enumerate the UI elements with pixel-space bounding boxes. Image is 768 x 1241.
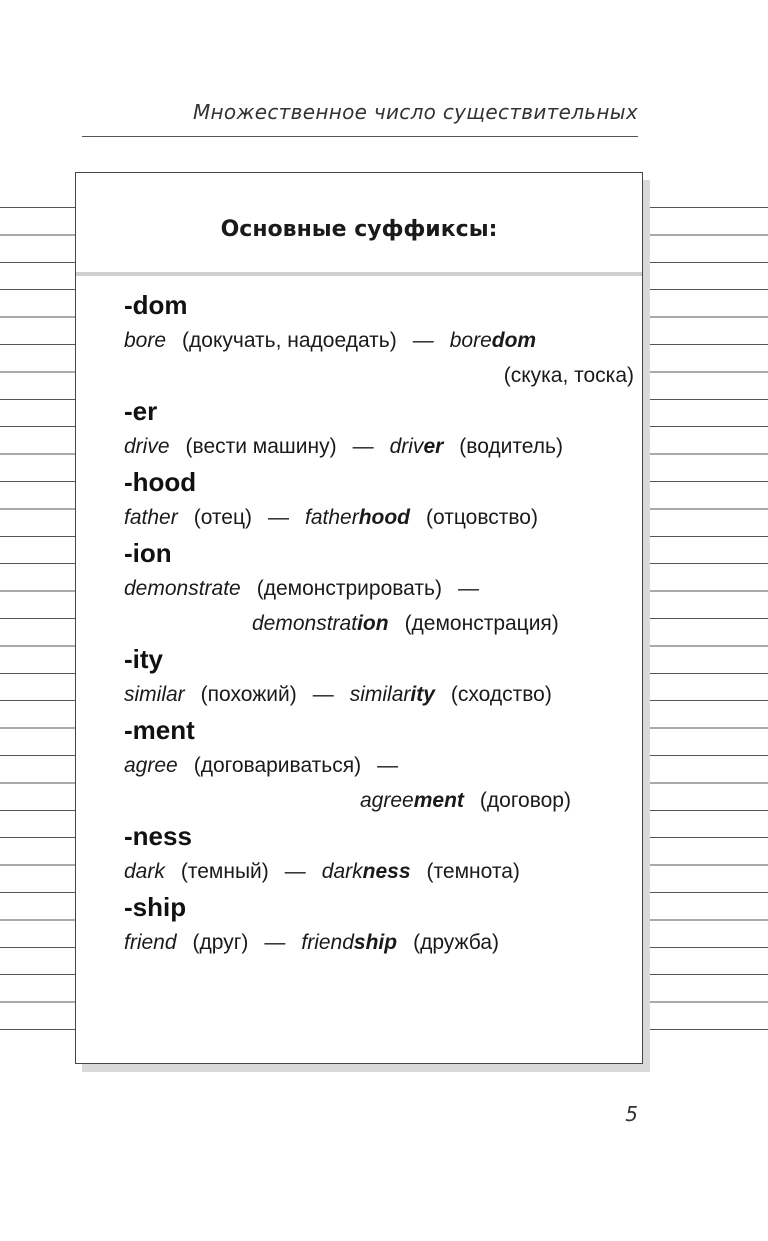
derived-translation: (темнота) bbox=[426, 860, 520, 883]
base-word: father bbox=[124, 506, 178, 529]
base-translation: (договариваться) bbox=[193, 754, 362, 777]
dash: — bbox=[264, 931, 286, 954]
suffix-heading: -er bbox=[124, 396, 158, 426]
dash: — bbox=[284, 860, 306, 883]
running-head: Множественное число существительных bbox=[192, 100, 638, 124]
base-translation: (докучать, надоедать) bbox=[182, 329, 397, 352]
base-translation: (отец) bbox=[193, 506, 252, 529]
base-translation: (темный) bbox=[180, 860, 269, 883]
dash: — bbox=[412, 329, 434, 352]
derived-translation: (скука, тоска) bbox=[503, 364, 634, 387]
base-word: agree bbox=[124, 754, 178, 777]
example-line bbox=[124, 854, 634, 889]
header-rule bbox=[82, 136, 638, 137]
derived-word bbox=[450, 329, 536, 352]
suffix-list bbox=[124, 287, 634, 960]
base-word: demonstrate bbox=[124, 577, 241, 600]
page-number: 5 bbox=[625, 1102, 638, 1126]
title-divider bbox=[76, 272, 642, 276]
suffix-heading: -dom bbox=[124, 290, 188, 320]
derived-word bbox=[322, 860, 411, 883]
derived-translation: (демонстрация) bbox=[404, 612, 559, 635]
base-translation: (друг) bbox=[192, 931, 249, 954]
suffix-heading: -ity bbox=[124, 644, 163, 674]
base-word: dark bbox=[124, 860, 165, 883]
example-line bbox=[124, 925, 634, 960]
base-word: bore bbox=[124, 329, 167, 352]
derived-translation: (отцовство) bbox=[426, 506, 538, 529]
derived-suffix: hood bbox=[358, 506, 411, 529]
example-line-continued bbox=[124, 606, 634, 641]
base-translation: (демонстрировать) bbox=[256, 577, 442, 600]
derived-stem: friend bbox=[301, 931, 354, 954]
dash: — bbox=[377, 754, 399, 777]
derived-stem: similar bbox=[349, 683, 411, 706]
suffix-heading: -ship bbox=[124, 892, 187, 922]
base-translation: (вести машину) bbox=[185, 435, 337, 458]
dash: — bbox=[352, 435, 374, 458]
example-line bbox=[124, 323, 634, 358]
derived-word bbox=[305, 506, 410, 529]
card-title: Основные суффиксы: bbox=[220, 217, 498, 242]
base-translation: (похожий) bbox=[200, 683, 297, 706]
derived-stem: agree bbox=[360, 789, 414, 812]
dash: — bbox=[312, 683, 334, 706]
derived-suffix: ship bbox=[353, 931, 398, 954]
ruled-lines-right bbox=[644, 207, 768, 1037]
derived-stem: dark bbox=[321, 860, 363, 883]
base-word: drive bbox=[124, 435, 170, 458]
example-line bbox=[124, 500, 634, 535]
derived-stem: bore bbox=[449, 329, 492, 352]
derived-translation: (договор) bbox=[479, 789, 571, 812]
derived-suffix: er bbox=[423, 435, 444, 458]
dash: — bbox=[268, 506, 289, 529]
example-line-continued bbox=[124, 783, 634, 818]
derived-suffix: ment bbox=[413, 789, 464, 812]
suffix-card bbox=[75, 172, 643, 1064]
derived-stem: demonstrat bbox=[252, 612, 358, 635]
example-line bbox=[124, 748, 634, 783]
suffix-heading: -ment bbox=[124, 715, 195, 745]
example-line bbox=[124, 571, 634, 606]
derived-suffix: ion bbox=[357, 612, 389, 635]
example-line bbox=[124, 677, 634, 712]
base-word: friend bbox=[124, 931, 177, 954]
suffix-heading: -ion bbox=[124, 538, 172, 568]
derived-translation: (водитель) bbox=[459, 435, 563, 458]
derived-word bbox=[252, 612, 389, 635]
example-line-continued bbox=[124, 358, 634, 393]
suffix-heading: -hood bbox=[124, 467, 197, 497]
derived-translation: (дружба) bbox=[413, 931, 500, 954]
derived-word bbox=[350, 683, 435, 706]
derived-word bbox=[301, 931, 397, 954]
derived-translation: (сходство) bbox=[450, 683, 552, 706]
suffix-heading: -ness bbox=[124, 821, 192, 851]
derived-suffix: ity bbox=[410, 683, 435, 706]
base-word: similar bbox=[124, 683, 185, 706]
derived-word bbox=[390, 435, 444, 458]
derived-stem: father bbox=[305, 506, 359, 529]
derived-word bbox=[360, 789, 464, 812]
dash: — bbox=[457, 577, 479, 600]
ruled-lines-left bbox=[0, 207, 76, 1037]
derived-suffix: dom bbox=[491, 329, 537, 352]
example-line bbox=[124, 429, 634, 464]
derived-suffix: ness bbox=[362, 860, 411, 883]
derived-stem: driv bbox=[389, 435, 424, 458]
